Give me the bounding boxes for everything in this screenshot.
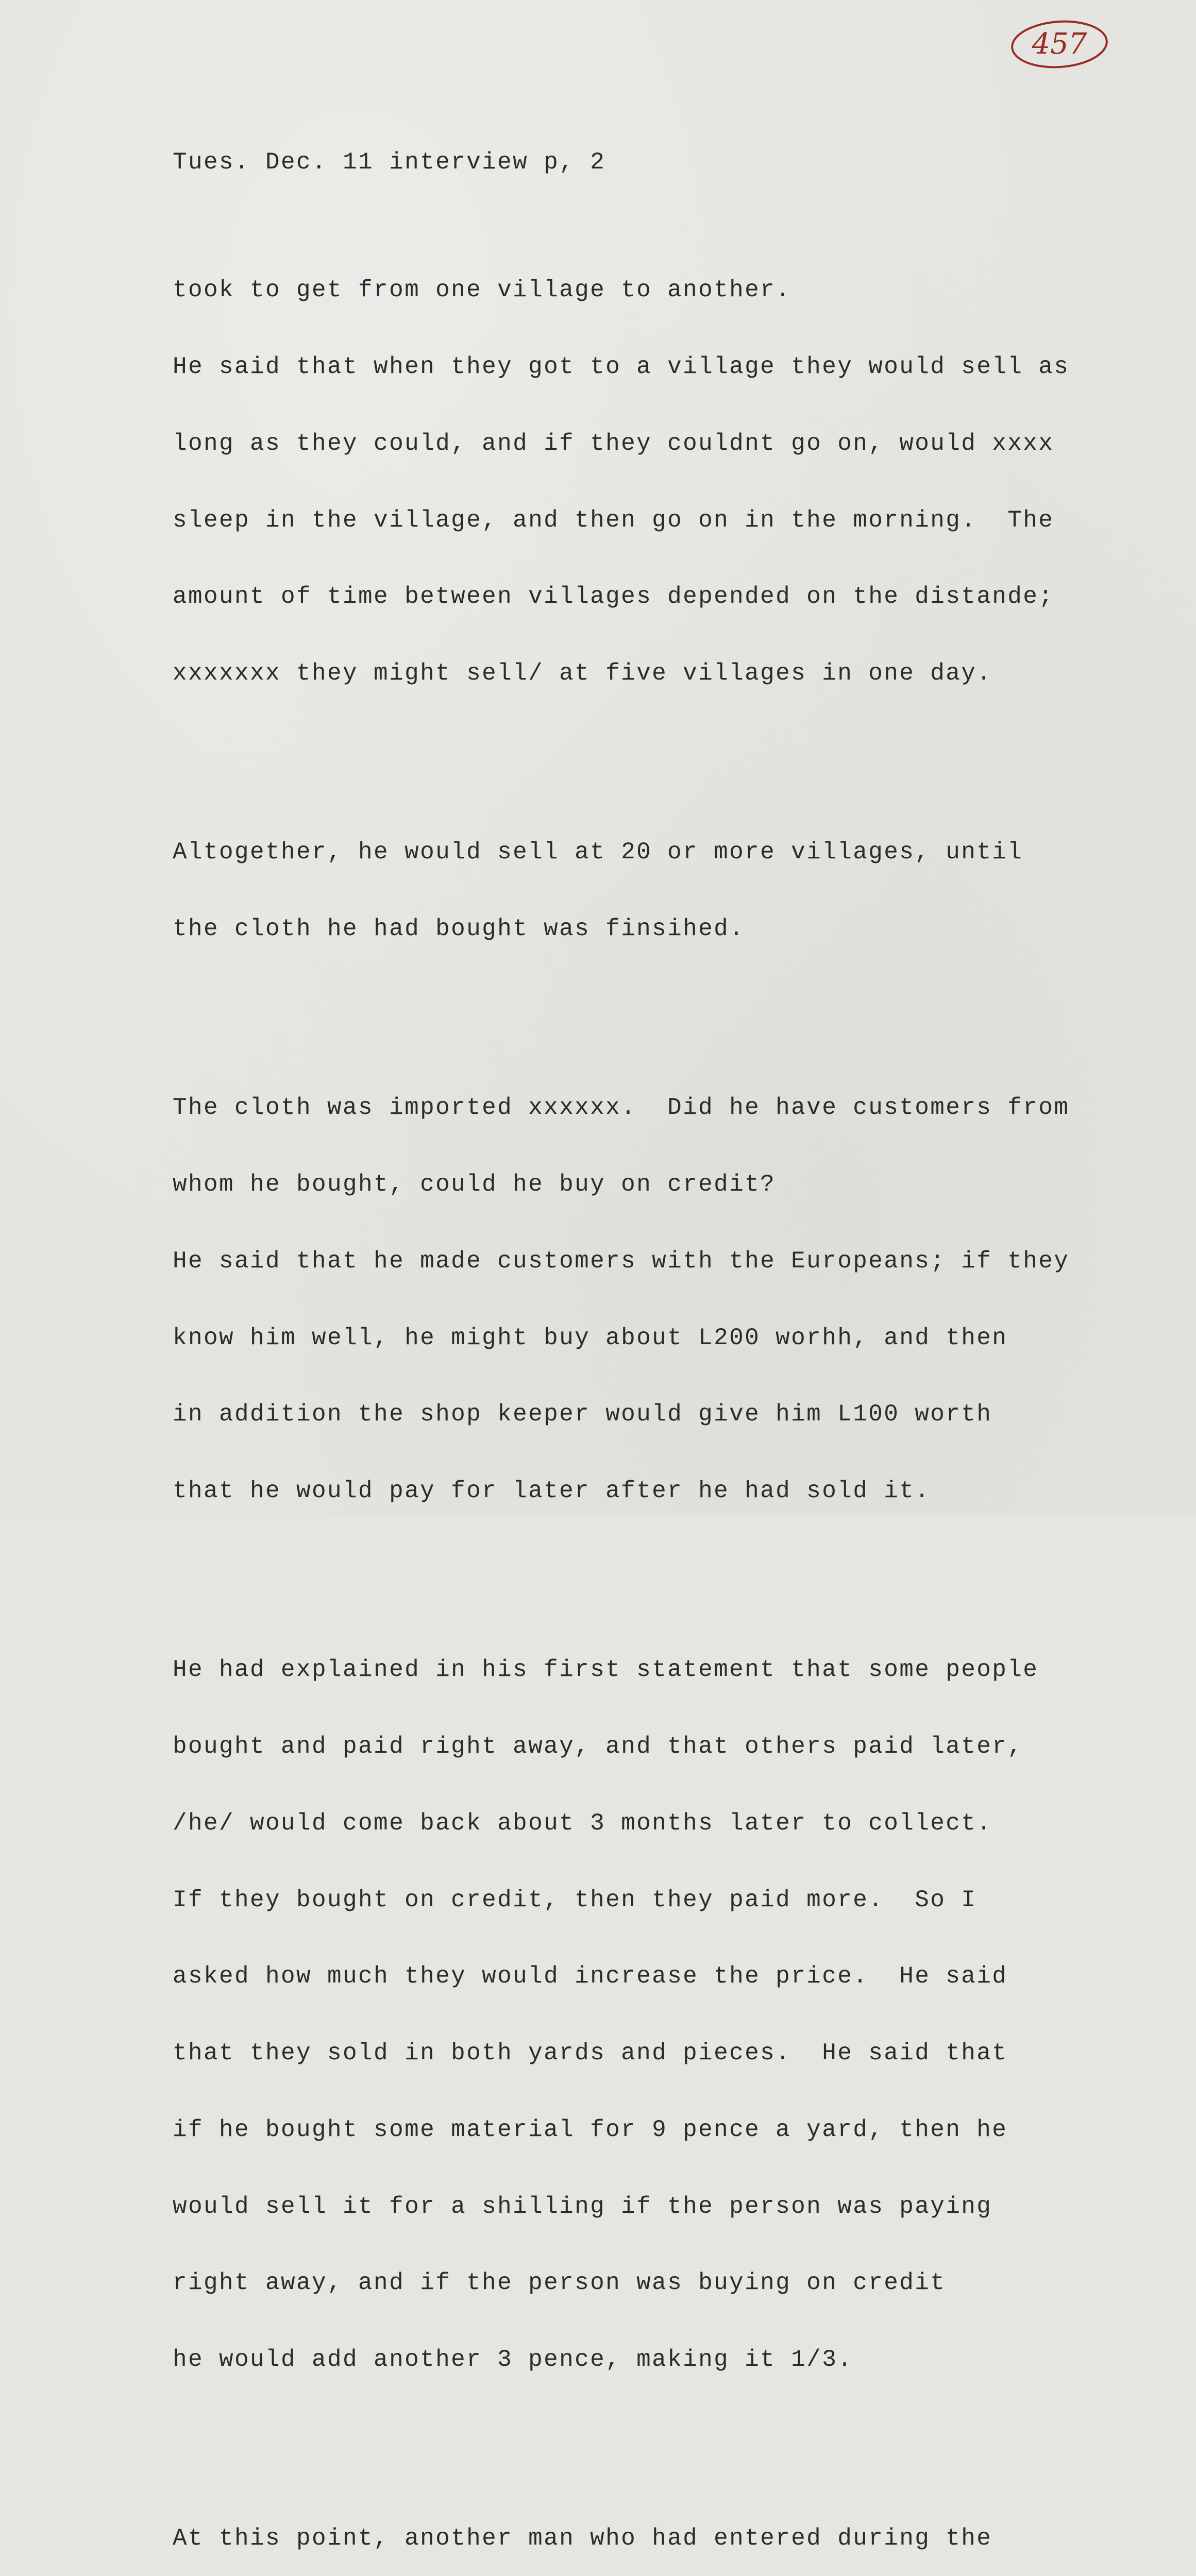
text-line: He said that when they got to a village they would sell as bbox=[173, 353, 1070, 380]
text-line: right away, and if the person was buying on credit bbox=[173, 2269, 946, 2297]
page-header: Tues. Dec. 11 interview p, 2 bbox=[173, 149, 606, 176]
paragraph-gap bbox=[173, 993, 1183, 1019]
text-line: that he would pay for later after he had sold it. bbox=[173, 1478, 931, 1505]
text-line: in addition the shop keeper would give him L100 worth bbox=[173, 1401, 992, 1428]
text-line: xxxxxxx they might sell/ at five villages in one day. bbox=[173, 660, 992, 687]
typed-text-body bbox=[173, 99, 1183, 2576]
paragraph-gap bbox=[173, 2424, 1183, 2450]
text-line: that they sold in both yards and pieces. He said that bbox=[173, 2040, 1008, 2067]
text-line: if he bought some material for 9 pence a yard, then he bbox=[173, 2116, 1008, 2143]
text-line: whom he bought, could he buy on credit? bbox=[173, 1171, 776, 1198]
folio-number-circle bbox=[1009, 19, 1110, 70]
text-line: sleep in the village, and then go on in the morning. The bbox=[173, 506, 1054, 534]
text-line: He had explained in his first statement that some people bbox=[173, 1656, 1039, 1684]
text-line: took to get from one village to another. bbox=[173, 277, 791, 304]
text-line: Altogether, he would sell at 20 or more villages, until bbox=[173, 839, 1023, 866]
text-line: know him well, he might buy about L200 worhh, and then bbox=[173, 1324, 1008, 1351]
text-line: If they bought on credit, then they paid more. So I bbox=[173, 1886, 977, 1913]
text-line: The cloth was imported xxxxxx. Did he have customers from bbox=[173, 1094, 1070, 1122]
folio-number: 457 bbox=[1032, 27, 1087, 61]
text-line: long as they could, and if they couldnt go on, would xxxx bbox=[173, 430, 1054, 457]
text-line: bought and paid right away, and that others paid later, bbox=[173, 1733, 1023, 1760]
text-line: /he/ would come back about 3 months later to collect. bbox=[173, 1809, 992, 1837]
text-line: He said that he made customers with the Europeans; if they bbox=[173, 1247, 1070, 1275]
text-line: would sell it for a shilling if the person was paying bbox=[173, 2193, 992, 2220]
text-line: amount of time between villages depended on the distande; bbox=[173, 583, 1054, 611]
paragraph-gap bbox=[173, 738, 1183, 764]
text-line: he would add another 3 pence, making it 1/3. bbox=[173, 2346, 853, 2374]
paragraph-gap bbox=[173, 1555, 1183, 1581]
text-line: the cloth he had bought was finsihed. bbox=[173, 916, 745, 942]
text-line: At this point, another man who had entered during the bbox=[173, 2525, 992, 2552]
text-line: asked how much they would increase the price. He said bbox=[173, 1963, 1008, 1990]
